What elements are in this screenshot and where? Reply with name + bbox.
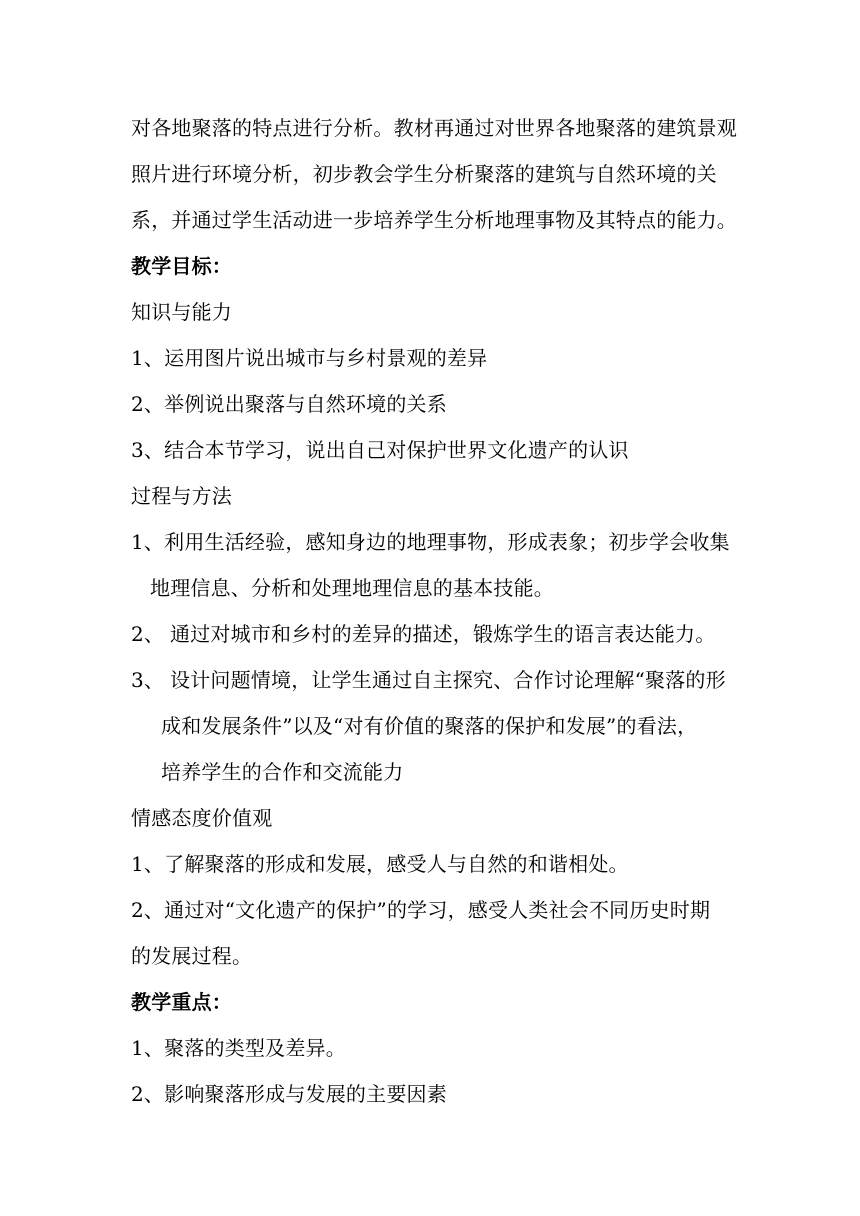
process-item-2-number: 2、	[131, 622, 165, 646]
attitude-item-2-line-1: 2、通过对“文化遗产的保护”的学习，感受人类社会不同历史时期	[131, 898, 711, 922]
intro-line-1: 对各地聚落的特点进行分析。教材再通过对世界各地聚落的建筑景观	[131, 116, 737, 140]
knowledge-item-2: 2、举例说出聚落与自然环境的关系	[131, 392, 447, 416]
process-item-3-line-1: 设计问题情境，让学生通过自主探究、合作讨论理解“聚落的形	[170, 668, 726, 692]
knowledge-heading: 知识与能力	[131, 300, 232, 324]
attitude-heading: 情感态度价值观	[131, 806, 273, 830]
keypoints-heading: 教学重点：	[131, 990, 232, 1014]
attitude-item-2-line-2: 的发展过程。	[131, 944, 253, 968]
intro-line-3: 系，并通过学生活动进一步培养学生分析地理事物及其特点的能力。	[131, 208, 737, 232]
attitude-item-1: 1、了解聚落的形成和发展，感受人与自然的和谐相处。	[131, 852, 629, 876]
process-item-1-line-1: 1、利用生活经验，感知身边的地理事物，形成表象；初步学会收集	[131, 530, 730, 554]
keypoints-item-1: 1、聚落的类型及差异。	[131, 1036, 346, 1060]
process-heading: 过程与方法	[131, 484, 232, 508]
process-item-2-line-1: 通过对城市和乡村的差异的描述，锻炼学生的语言表达能力。	[170, 622, 716, 646]
process-item-3-number: 3、	[131, 668, 165, 692]
knowledge-item-1: 1、运用图片说出城市与乡村景观的差异	[131, 346, 488, 370]
process-item-1-line-2: 地理信息、分析和处理地理信息的基本技能。	[150, 576, 554, 600]
process-item-3-line-3: 培养学生的合作和交流能力	[161, 760, 404, 784]
intro-line-2: 照片进行环境分析，初步教会学生分析聚落的建筑与自然环境的关	[131, 162, 717, 186]
knowledge-item-3: 3、结合本节学习，说出自己对保护世界文化遗产的认识	[131, 438, 629, 462]
objectives-heading: 教学目标：	[131, 254, 232, 278]
keypoints-item-2: 2、影响聚落形成与发展的主要因素	[131, 1082, 447, 1106]
process-item-3-line-2: 成和发展条件”以及“对有价值的聚落的保护和发展”的看法，	[161, 714, 698, 738]
